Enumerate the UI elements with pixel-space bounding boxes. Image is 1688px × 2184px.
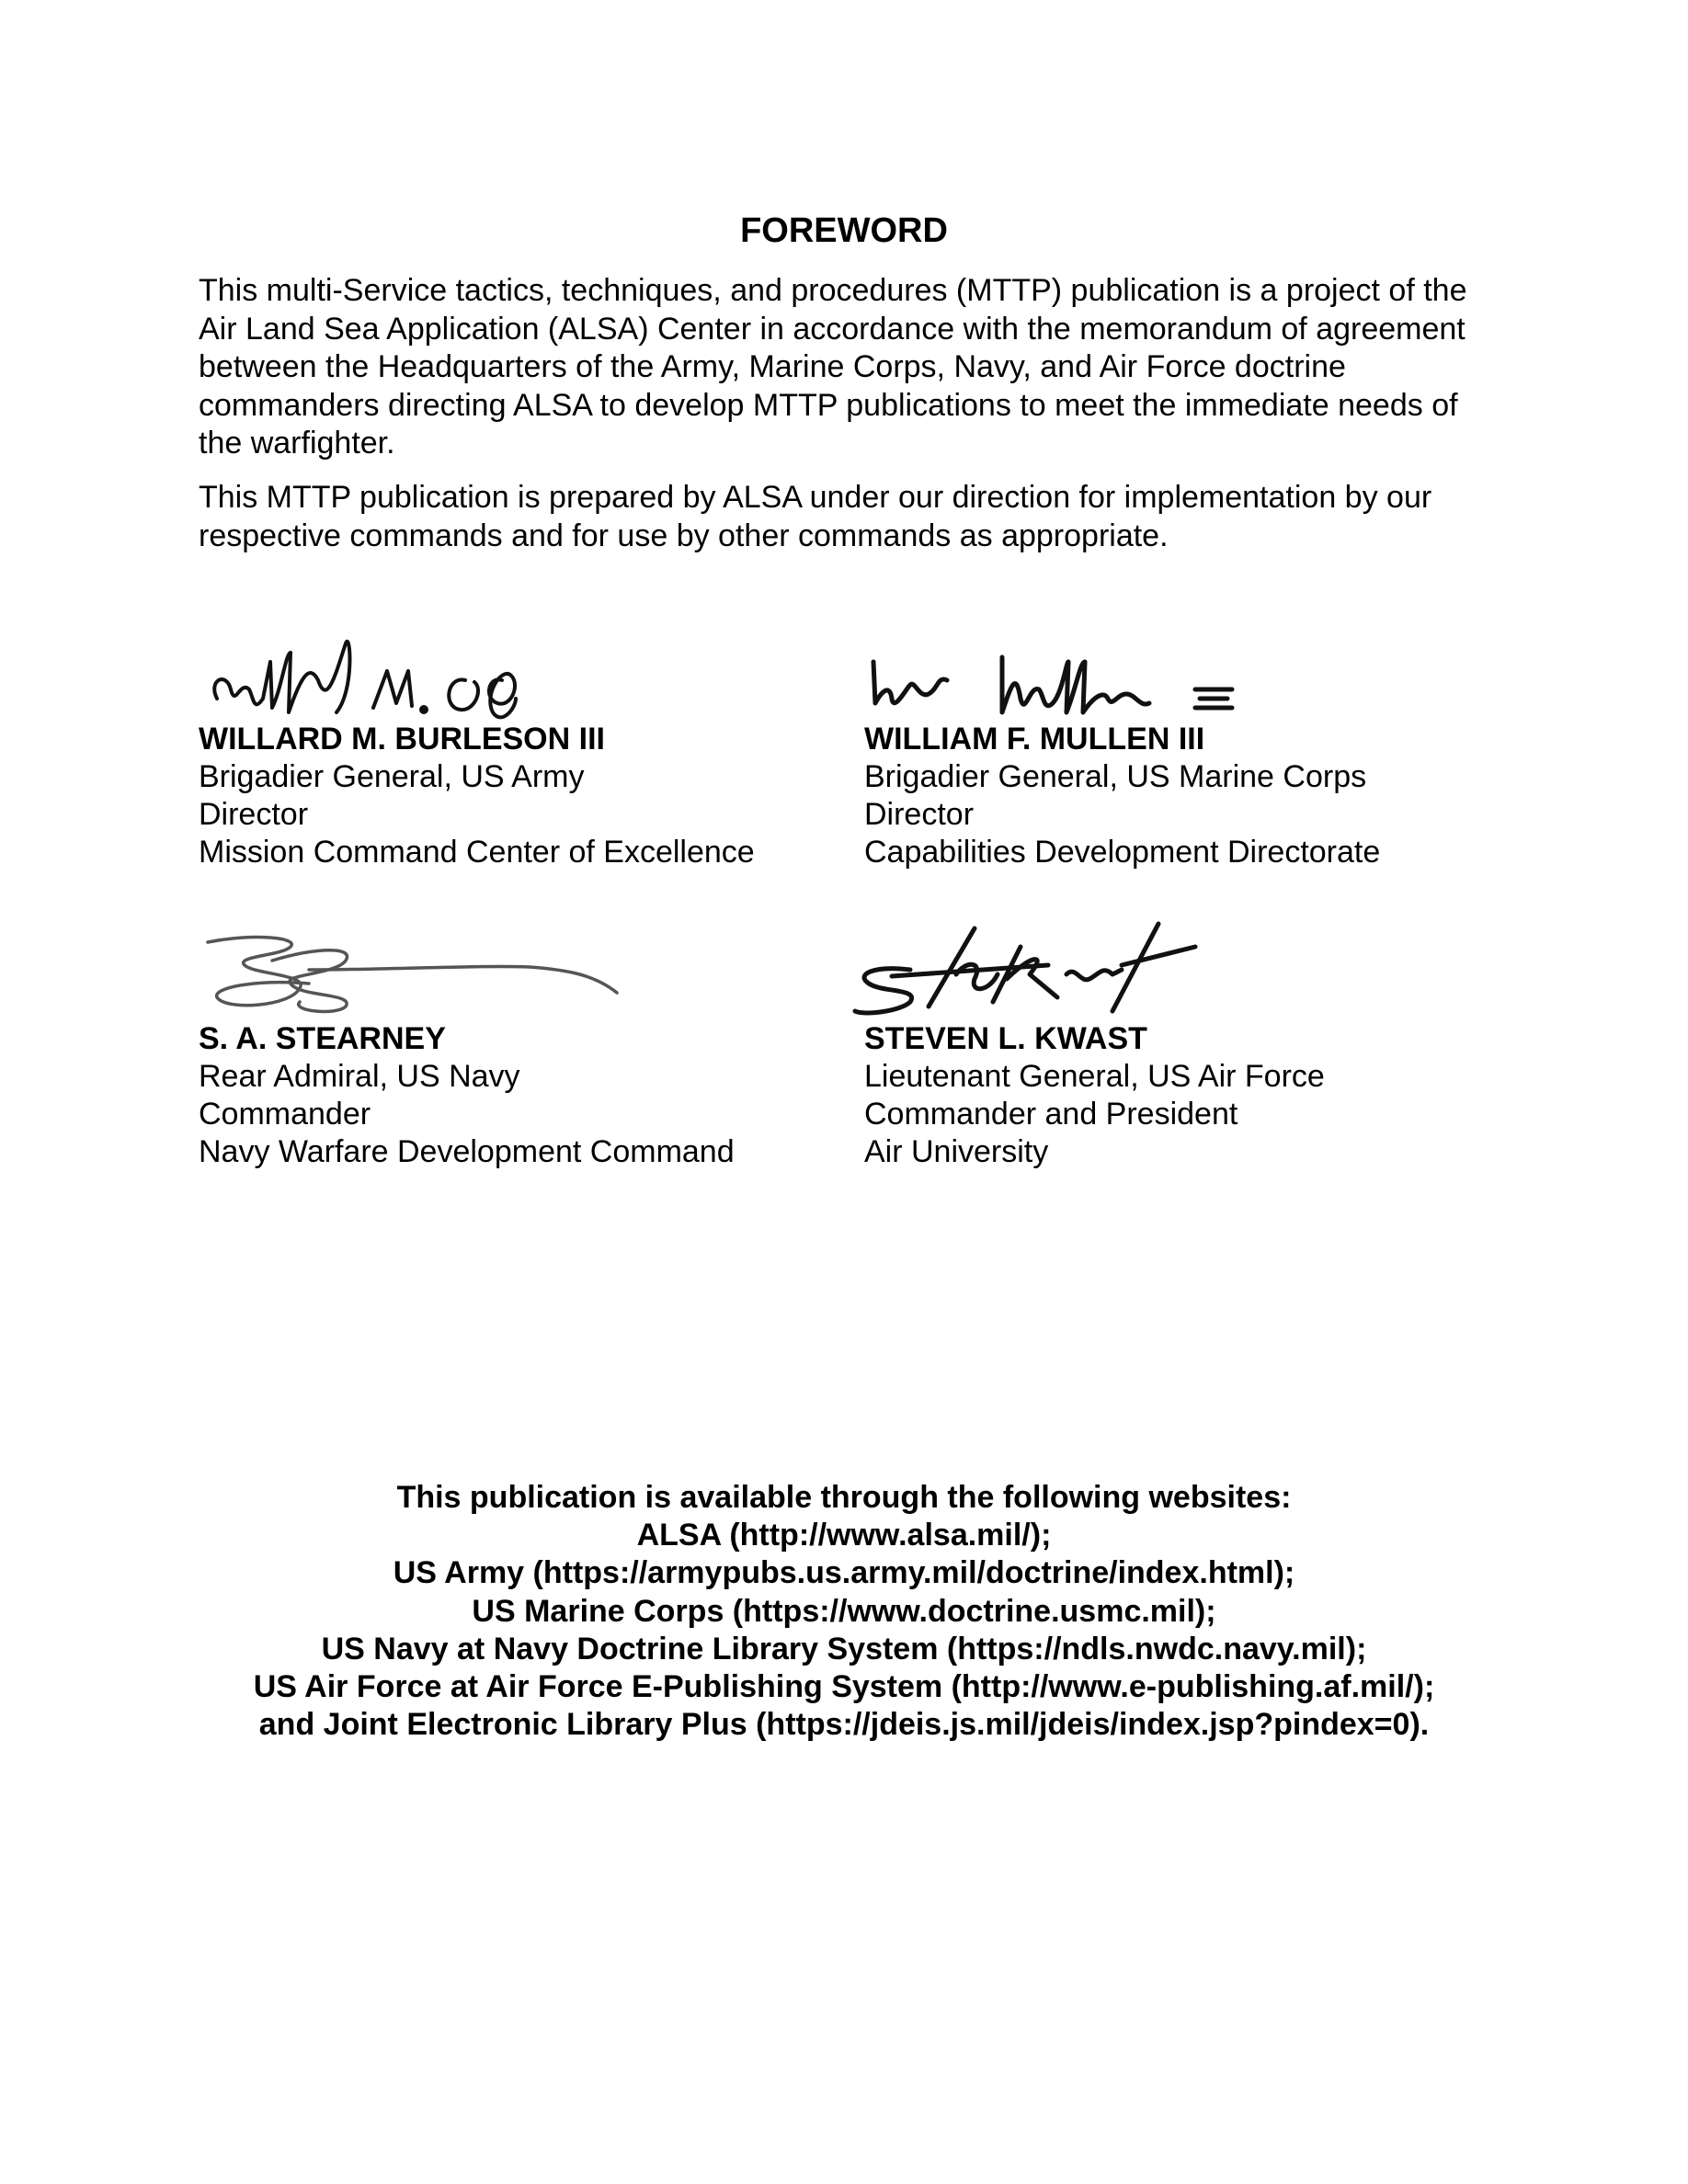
signatory-role: Director — [199, 797, 309, 832]
signatory-rank: Rear Admiral, US Navy — [199, 1059, 520, 1094]
signatory-rank: Brigadier General, US Army — [199, 759, 585, 794]
signatory-name: S. A. STEARNEY — [199, 1021, 446, 1056]
signatory-stearney — [199, 919, 842, 1186]
signature-stearney — [199, 919, 640, 1020]
signatory-role: Director — [864, 797, 975, 832]
signature-kwast — [837, 910, 1278, 1039]
signatory-org: Air University — [864, 1134, 1049, 1169]
signatory-mullen — [864, 625, 1508, 882]
signatory-kwast — [864, 919, 1508, 1186]
signatory-name: WILLIAM F. MULLEN III — [864, 722, 1205, 756]
signature-burleson — [199, 625, 640, 735]
availability-link-marine-corps: US Marine Corps (https://www.doctrine.usmc.mil); — [472, 1593, 1216, 1629]
signatory-rank: Brigadier General, US Marine Corps — [864, 759, 1367, 794]
signatory-name: STEVEN L. KWAST — [864, 1021, 1147, 1056]
page-title: FOREWORD — [740, 211, 948, 250]
signatory-burleson — [199, 625, 842, 882]
signatory-role: Commander and President — [864, 1097, 1238, 1132]
signatory-org: Capabilities Development Directorate — [864, 835, 1381, 870]
signatory-name: WILLARD M. BURLESON III — [199, 722, 605, 756]
availability-link-air-force: US Air Force at Air Force E-Publishing System (http://www.e-publishing.af.mil/); — [253, 1669, 1435, 1705]
availability-link-army: US Army (https://armypubs.us.army.mil/doctrine/index.html); — [393, 1555, 1295, 1591]
intro-paragraph: This multi-Service tactics, techniques, and procedures (MTTP) publication is a project of the Air Land Sea Application (ALSA) Center in accordance with the memorandum of agreement between the Headquarters of the Army, Marine Corps, Navy, and Air Force doctrine commanders directing ALSA to develop MTTP publications to meet the immediate needs of the warfighter. — [199, 273, 1467, 461]
direction-paragraph: This MTTP publication is prepared by ALSA under our direction for implementation by our respective commands and for use by other commands as appropriate. — [199, 480, 1432, 553]
signatory-rank: Lieutenant General, US Air Force — [864, 1059, 1325, 1094]
availability-link-navy: US Navy at Navy Doctrine Library System (https://ndls.nwdc.navy.mil); — [321, 1631, 1367, 1666]
availability-heading: This publication is available through the following websites: — [396, 1480, 1292, 1515]
signatory-role: Commander — [199, 1097, 371, 1132]
signatory-org: Mission Command Center of Excellence — [199, 835, 755, 870]
availability-link-alsa: ALSA (http://www.alsa.mil/); — [636, 1518, 1052, 1553]
signatory-org: Navy Warfare Development Command — [199, 1134, 735, 1169]
availability-notice — [0, 1479, 1688, 1744]
availability-link-joint: and Joint Electronic Library Plus (https://jdeis.js.mil/jdeis/index.jsp?pindex=0). — [258, 1707, 1430, 1743]
